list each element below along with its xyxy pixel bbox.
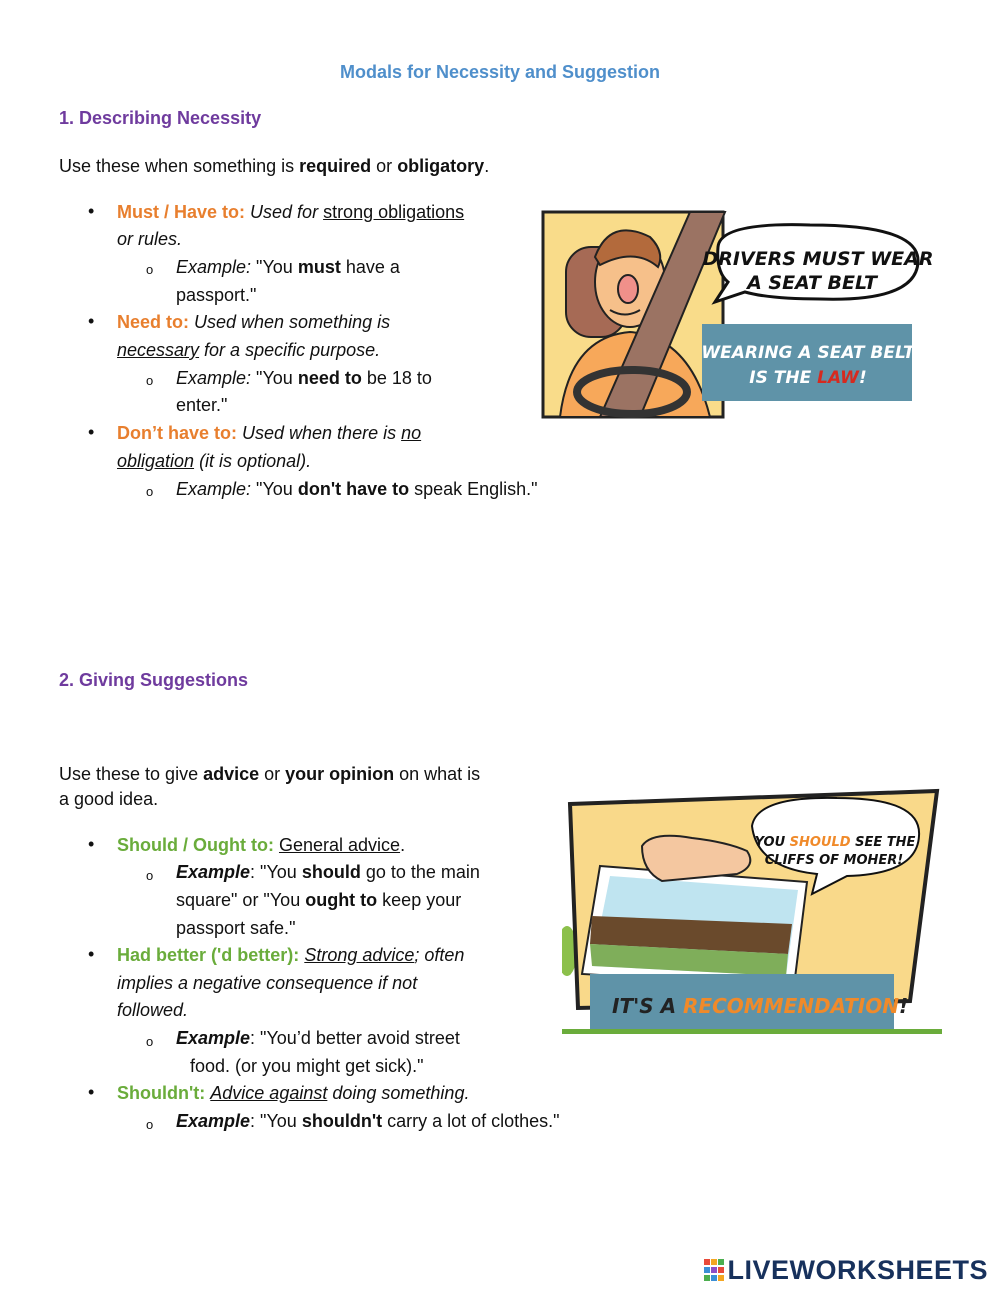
seatbelt-illustration <box>540 207 942 422</box>
need-line: Need to: Used when something is <box>117 312 391 332</box>
hadbetter-line2: implies a negative consequence if not <box>117 973 418 993</box>
bullet: • <box>88 834 95 854</box>
section1-heading: 1. Describing Necessity <box>59 108 262 128</box>
donthave-example: Example: "You don't have to speak English." <box>176 479 538 499</box>
hadbetter-line3: followed. <box>117 1000 189 1020</box>
section2-intro: Use these to give advice or your opinion on what is a good idea. <box>59 764 481 809</box>
recommendation-banner: IT'S A RECOMMENDATION! <box>612 994 909 1018</box>
bullet: • <box>88 311 95 331</box>
recommendation-speech-line1: YOU SHOULD SEE THE <box>754 835 916 850</box>
liveworksheets-logo-icon <box>704 1257 724 1279</box>
section1-intro: Use these when something is required or obligatory. <box>59 156 490 176</box>
page-title: Modals for Necessity and Suggestion <box>339 62 661 82</box>
seatbelt-speech-line2: A SEAT BELT <box>747 272 877 294</box>
seatbelt-speech-line1: DRIVERS MUST WEAR <box>702 248 934 270</box>
need-example-line2: enter." <box>176 395 228 415</box>
should-example-line3: passport safe." <box>176 918 296 938</box>
shouldnt-example: Example: "You shouldn't carry a lot of clothes." <box>176 1111 560 1131</box>
need-line2: necessary for a specific purpose. <box>117 340 381 360</box>
sub-bullet: o <box>146 1034 154 1049</box>
hadbetter-example-line2: food. (or you might get sick)." <box>190 1056 424 1076</box>
donthave-line: Don’t have to: Used when there is no <box>117 423 422 443</box>
should-line: Should / Ought to: General advice. <box>117 835 406 855</box>
hadbetter-line: Had better ('d better): Strong advice; often <box>117 945 465 965</box>
section2-heading: 2. Giving Suggestions <box>59 670 249 690</box>
bullet: • <box>88 1082 95 1102</box>
bullet: • <box>88 422 95 442</box>
must-example: Example: "You must have a <box>176 257 400 277</box>
sub-bullet: o <box>146 262 154 277</box>
need-example: Example: "You need to be 18 to <box>176 368 432 388</box>
bullet: • <box>88 944 95 964</box>
liveworksheets-logo: LIVEWORKSHEETS <box>704 1255 988 1286</box>
must-example-line2: passport." <box>176 285 257 305</box>
recommendation-speech-line2: CLIFFS OF MOHER! <box>764 853 904 868</box>
recommendation-illustration <box>562 786 942 1036</box>
seatbelt-banner-line1: WEARING A SEAT BELT <box>701 343 915 363</box>
sub-bullet: o <box>146 1117 154 1132</box>
sub-bullet: o <box>146 868 154 883</box>
should-example: Example: "You should go to the main <box>176 862 480 882</box>
shouldnt-line: Shouldn't: Advice against doing something. <box>117 1083 470 1103</box>
bullet: • <box>88 201 95 221</box>
must-line2: or rules. <box>117 229 183 249</box>
sub-bullet: o <box>146 373 154 388</box>
should-example-line2: square" or "You ought to keep your <box>176 890 462 910</box>
sub-bullet: o <box>146 484 154 499</box>
must-line: Must / Have to: Used for strong obligations <box>117 202 465 222</box>
seatbelt-banner-line2: IS THE LAW! <box>749 368 867 388</box>
donthave-line2: obligation (it is optional). <box>117 451 312 471</box>
hadbetter-example: Example: "You’d better avoid street <box>176 1028 460 1048</box>
